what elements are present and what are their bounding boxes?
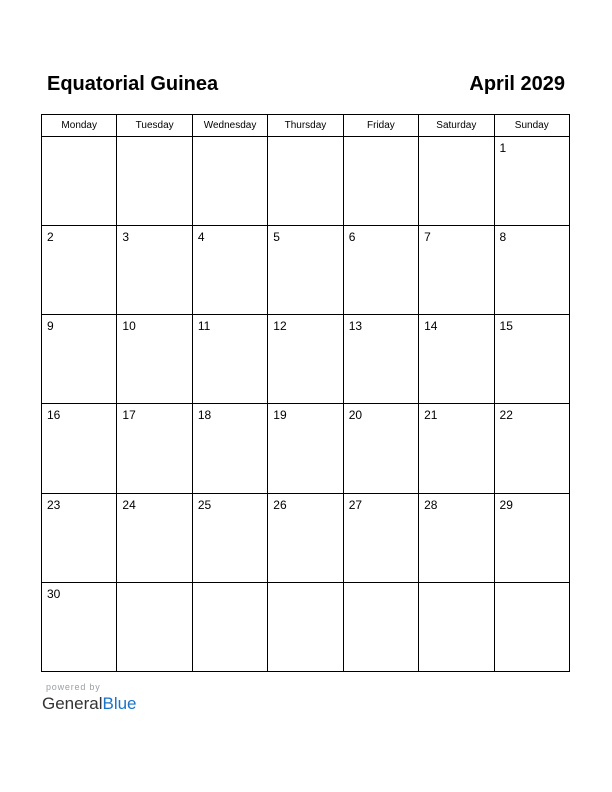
- day-number: [193, 137, 267, 141]
- weekday-sunday: Sunday: [494, 115, 569, 137]
- week-row: [42, 226, 570, 315]
- month-year-title: April 2029: [469, 73, 565, 95]
- day-cell: [42, 404, 117, 493]
- day-cell: [419, 226, 494, 315]
- powered-by-text: powered by: [46, 682, 101, 692]
- day-cell: [192, 493, 267, 582]
- day-cell: [419, 493, 494, 582]
- day-number: 26: [273, 497, 287, 512]
- day-cell: [192, 226, 267, 315]
- day-number: 3: [122, 230, 130, 245]
- day-number: 13: [348, 319, 363, 334]
- day-number: [117, 137, 191, 141]
- day-cell: [268, 315, 343, 404]
- day-number: 6: [348, 230, 356, 245]
- day-cell: [117, 493, 192, 582]
- day-cell: [494, 493, 569, 582]
- day-number: 24: [122, 497, 136, 512]
- weekday-monday: Monday: [42, 115, 117, 137]
- week-row: [42, 404, 570, 493]
- day-cell: [117, 582, 192, 671]
- day-cell: [117, 137, 192, 226]
- day-cell: [42, 582, 117, 671]
- day-number: 25: [197, 497, 212, 512]
- day-cell: [117, 404, 192, 493]
- week-row: [42, 493, 570, 582]
- day-cell: [42, 226, 117, 315]
- day-number: 4: [197, 230, 205, 245]
- day-number: [268, 583, 342, 587]
- day-number: 2: [47, 230, 54, 245]
- weekday-wednesday: Wednesday: [192, 115, 267, 137]
- day-number: 10: [122, 319, 136, 334]
- day-number: 8: [499, 230, 507, 245]
- day-number: 27: [348, 497, 363, 512]
- day-cell: [419, 137, 494, 226]
- day-cell: [343, 493, 418, 582]
- day-cell: [494, 226, 569, 315]
- day-number: [42, 137, 116, 141]
- day-cell: [268, 493, 343, 582]
- day-cell: [192, 137, 267, 226]
- weekday-header-row: [42, 115, 570, 137]
- day-cell: [42, 493, 117, 582]
- day-cell: [343, 404, 418, 493]
- day-cell: [268, 226, 343, 315]
- day-number: 9: [47, 319, 54, 334]
- day-cell: [343, 226, 418, 315]
- day-cell: [494, 404, 569, 493]
- generalblue-logo[interactable]: [42, 694, 137, 714]
- day-cell: [192, 315, 267, 404]
- day-cell: [268, 404, 343, 493]
- week-row: [42, 137, 570, 226]
- day-number: 1: [499, 141, 507, 155]
- day-number: [419, 583, 493, 587]
- day-number: 23: [47, 497, 61, 512]
- day-number: [419, 137, 493, 141]
- day-cell: [494, 137, 569, 226]
- day-number: [117, 583, 191, 587]
- week-row: [42, 582, 570, 671]
- weekday-friday: Friday: [343, 115, 418, 137]
- day-number: 12: [273, 319, 287, 334]
- day-cell: [42, 137, 117, 226]
- day-number: 18: [197, 408, 212, 423]
- week-row: [42, 315, 570, 404]
- day-cell: [117, 315, 192, 404]
- day-cell: [419, 582, 494, 671]
- day-cell: [117, 226, 192, 315]
- day-number: 7: [424, 230, 431, 245]
- country-title: Equatorial Guinea: [47, 73, 219, 95]
- day-number: 16: [47, 408, 61, 423]
- brand-blue-text: Blue: [102, 694, 137, 713]
- day-cell: [343, 315, 418, 404]
- day-number: 5: [273, 230, 280, 245]
- weekday-thursday: Thursday: [268, 115, 343, 137]
- day-cell: [268, 582, 343, 671]
- day-cell: [268, 137, 343, 226]
- weekday-tuesday: Tuesday: [117, 115, 192, 137]
- day-number: [268, 137, 342, 141]
- day-number: [344, 583, 418, 587]
- day-cell: [343, 137, 418, 226]
- day-number: 30: [47, 586, 61, 601]
- weekday-saturday: Saturday: [419, 115, 494, 137]
- day-cell: [494, 315, 569, 404]
- day-number: 29: [499, 497, 513, 512]
- day-cell: [192, 582, 267, 671]
- day-number: 20: [348, 408, 363, 423]
- day-number: 15: [499, 319, 513, 334]
- day-number: 19: [273, 408, 287, 423]
- day-cell: [494, 582, 569, 671]
- day-cell: [419, 315, 494, 404]
- day-cell: [192, 404, 267, 493]
- day-number: 28: [424, 497, 438, 512]
- day-number: 14: [424, 319, 438, 334]
- day-cell: [419, 404, 494, 493]
- brand-general-text: General: [42, 694, 103, 713]
- day-number: 17: [122, 408, 136, 423]
- day-number: [495, 583, 569, 587]
- day-number: 21: [424, 408, 438, 423]
- day-number: 11: [197, 319, 211, 334]
- calendar-grid: [41, 114, 570, 672]
- day-cell: [42, 315, 117, 404]
- day-number: [344, 137, 418, 141]
- day-cell: [343, 582, 418, 671]
- day-number: [193, 583, 267, 587]
- day-number: 22: [499, 408, 513, 423]
